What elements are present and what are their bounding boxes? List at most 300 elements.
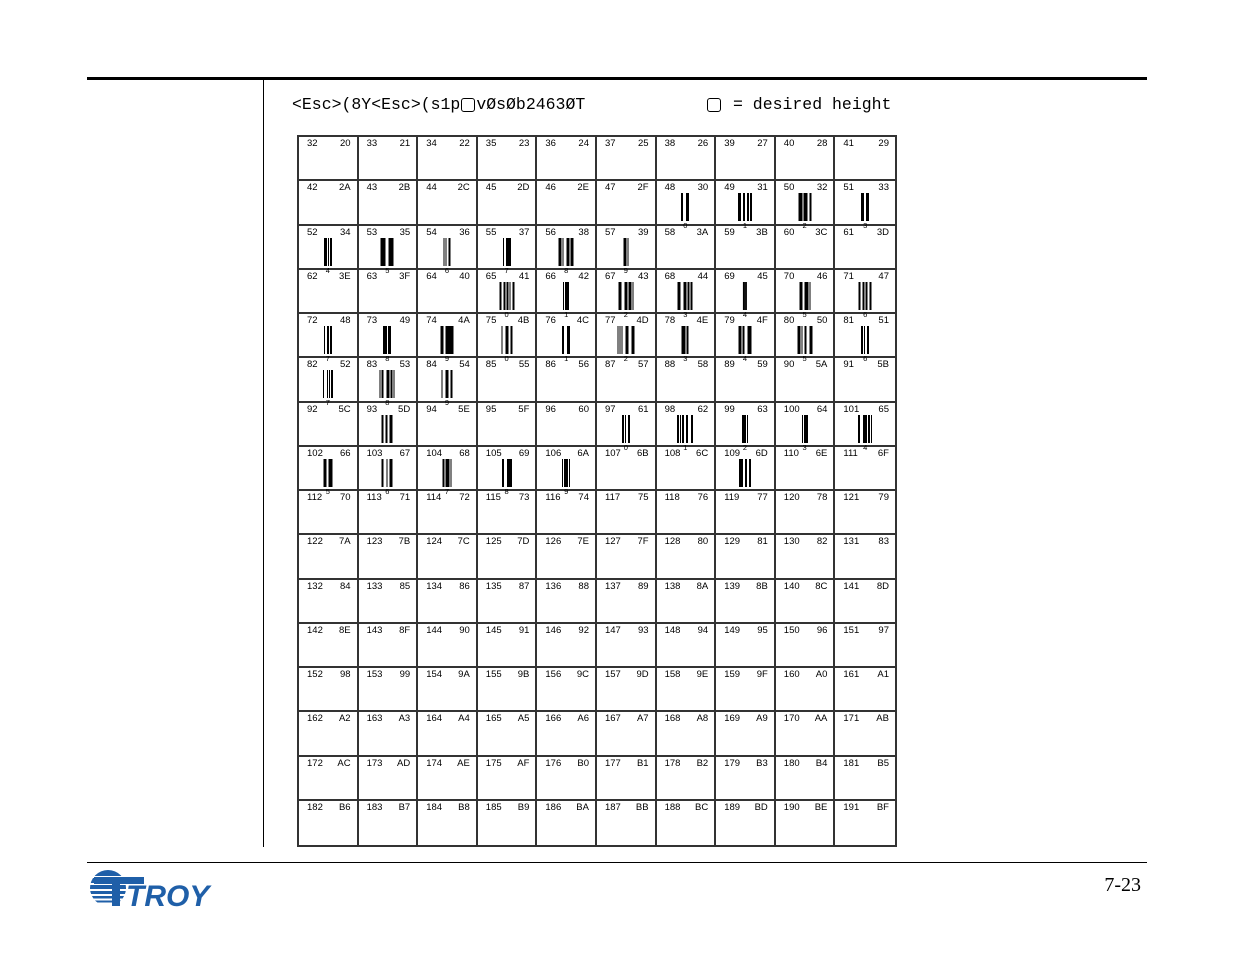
hex-code: 55 bbox=[518, 359, 530, 371]
hex-code: AB bbox=[876, 713, 889, 725]
char-cell bbox=[716, 580, 776, 624]
hex-code: 23 bbox=[518, 138, 530, 149]
char-cell bbox=[776, 226, 836, 270]
barcode-glyph-icon bbox=[502, 459, 512, 496]
bar bbox=[625, 326, 628, 354]
bar bbox=[328, 238, 329, 266]
char-cell bbox=[597, 535, 657, 579]
bar bbox=[624, 282, 627, 310]
glyph-digit: 8 bbox=[385, 354, 390, 363]
decimal-code: 134 bbox=[426, 580, 443, 592]
char-cell bbox=[835, 757, 895, 801]
decimal-code: 140 bbox=[783, 580, 800, 592]
glyph-digit: 1 bbox=[564, 354, 569, 363]
char-cell bbox=[418, 668, 478, 712]
hex-code: 7F bbox=[637, 536, 649, 548]
bar bbox=[388, 326, 391, 354]
hex-code: 4C bbox=[576, 315, 589, 326]
bar bbox=[387, 370, 390, 398]
char-cell bbox=[478, 624, 538, 668]
bar bbox=[450, 459, 451, 487]
hex-code: 26 bbox=[697, 138, 709, 149]
hex-code: 43 bbox=[638, 270, 649, 282]
bar bbox=[632, 282, 633, 310]
hex-code: 96 bbox=[816, 624, 828, 636]
glyph-digit: 9 bbox=[623, 265, 628, 275]
hex-code: 51 bbox=[878, 315, 889, 326]
char-cell bbox=[537, 668, 597, 712]
char-cell bbox=[478, 535, 538, 579]
hex-code: 36 bbox=[459, 226, 470, 238]
hex-code: 2A bbox=[338, 182, 351, 194]
char-cell bbox=[716, 403, 776, 452]
barcode-glyph-icon bbox=[441, 370, 452, 407]
hex-code: 4D bbox=[636, 315, 649, 326]
hex-code: B0 bbox=[577, 757, 589, 769]
hex-code: 2B bbox=[398, 182, 411, 194]
barcode-glyph-icon bbox=[677, 415, 693, 452]
char-cell bbox=[478, 181, 538, 225]
barcode-glyph-icon bbox=[797, 326, 812, 363]
bar bbox=[805, 282, 808, 310]
char-cell bbox=[835, 447, 895, 491]
bar bbox=[445, 370, 448, 398]
decimal-code: 168 bbox=[664, 713, 681, 725]
char-cell bbox=[299, 358, 359, 408]
char-cell bbox=[299, 137, 359, 181]
hex-code: 64 bbox=[816, 403, 828, 415]
barcode-glyph-icon bbox=[678, 282, 693, 319]
hex-code: 2E bbox=[577, 182, 589, 194]
hex-code: 8E bbox=[338, 624, 351, 636]
char-cell bbox=[359, 181, 419, 225]
decimal-code: 89 bbox=[724, 359, 735, 371]
bar bbox=[567, 326, 570, 354]
bar bbox=[747, 193, 749, 221]
bar bbox=[331, 370, 333, 398]
char-cell bbox=[537, 358, 597, 402]
bar bbox=[502, 459, 504, 487]
char-cell bbox=[299, 270, 359, 314]
decimal-code: 92 bbox=[307, 403, 318, 415]
bar bbox=[505, 326, 508, 354]
hex-code: 78 bbox=[816, 492, 828, 503]
decimal-code: 76 bbox=[545, 315, 556, 326]
char-cell bbox=[299, 403, 359, 447]
char-cell bbox=[716, 535, 776, 579]
bar bbox=[628, 415, 630, 443]
hex-code: 7C bbox=[457, 536, 470, 548]
bar bbox=[383, 238, 386, 266]
char-cell bbox=[359, 137, 419, 181]
decimal-code: 139 bbox=[724, 580, 741, 592]
hex-code: A9 bbox=[756, 713, 768, 725]
decimal-code: 152 bbox=[307, 669, 323, 680]
bar bbox=[866, 282, 868, 310]
barcode-glyph-icon bbox=[501, 326, 512, 363]
glyph-digit: 4 bbox=[325, 265, 330, 275]
decimal-code: 99 bbox=[724, 403, 735, 415]
char-cell bbox=[359, 403, 419, 447]
char-cell bbox=[299, 181, 359, 225]
bar bbox=[682, 193, 683, 221]
char-cell bbox=[776, 403, 836, 452]
decimal-code: 113 bbox=[366, 492, 382, 503]
bar bbox=[868, 193, 869, 221]
glyph-digit: 8 bbox=[504, 486, 509, 496]
bar bbox=[799, 282, 802, 310]
bar bbox=[749, 459, 751, 487]
bar bbox=[390, 415, 393, 443]
hex-code: 77 bbox=[757, 492, 768, 503]
bar bbox=[382, 415, 384, 443]
decimal-code: 165 bbox=[485, 713, 502, 725]
bar bbox=[687, 326, 689, 354]
barcode-glyph-icon bbox=[382, 459, 393, 496]
decimal-code: 52 bbox=[307, 226, 318, 238]
decimal-code: 49 bbox=[724, 182, 735, 194]
bar bbox=[442, 459, 444, 487]
hex-code: 83 bbox=[878, 536, 889, 548]
hex-code: 20 bbox=[340, 138, 351, 149]
char-cell bbox=[657, 226, 717, 270]
bar bbox=[743, 193, 745, 221]
hex-code: 8B bbox=[756, 580, 768, 592]
troy-logo bbox=[88, 866, 220, 910]
char-cell bbox=[299, 624, 359, 668]
decimal-code: 104 bbox=[426, 447, 443, 459]
glyph-digit: 3 bbox=[863, 221, 868, 231]
decimal-code: 176 bbox=[545, 757, 562, 769]
barcode-glyph-icon bbox=[681, 193, 689, 230]
hex-code: 6D bbox=[755, 447, 768, 459]
char-cell bbox=[716, 226, 776, 270]
glyph-digit: 0 bbox=[504, 354, 509, 363]
bar bbox=[804, 326, 806, 354]
decimal-code: 102 bbox=[307, 447, 323, 459]
char-cell bbox=[657, 801, 717, 845]
bar bbox=[858, 415, 860, 443]
hex-code: 40 bbox=[459, 270, 470, 282]
hex-code: BC bbox=[694, 801, 709, 813]
char-cell bbox=[657, 181, 717, 231]
bar bbox=[567, 238, 570, 266]
bar bbox=[562, 459, 563, 487]
bar bbox=[323, 370, 324, 398]
hex-code: 99 bbox=[399, 669, 411, 680]
char-cell bbox=[597, 624, 657, 668]
decimal-code: 114 bbox=[426, 492, 442, 503]
hex-code: 9C bbox=[576, 669, 589, 680]
hex-code: 28 bbox=[816, 138, 828, 149]
bar bbox=[509, 459, 512, 487]
char-cell bbox=[418, 801, 478, 845]
barcode-glyph-icon bbox=[323, 370, 333, 407]
bar bbox=[861, 193, 864, 221]
hex-code: 9E bbox=[696, 669, 709, 680]
char-cell bbox=[835, 226, 895, 270]
hex-code: 6C bbox=[696, 447, 709, 459]
hex-code: 58 bbox=[697, 359, 709, 371]
hex-code: 70 bbox=[340, 492, 351, 503]
char-cell bbox=[418, 137, 478, 181]
hex-code: 47 bbox=[878, 270, 889, 282]
bar bbox=[621, 326, 622, 354]
char-cell bbox=[835, 580, 895, 624]
decimal-code: 75 bbox=[485, 315, 497, 326]
hex-code: 44 bbox=[697, 270, 709, 282]
char-cell bbox=[597, 403, 657, 452]
char-cell bbox=[359, 270, 419, 314]
command-suffix: vØsØb2463ØT bbox=[476, 95, 586, 114]
decimal-code: 69 bbox=[724, 270, 735, 282]
decimal-code: 180 bbox=[783, 757, 800, 769]
char-cell bbox=[776, 137, 836, 181]
hex-code: 8D bbox=[876, 580, 889, 592]
glyph-digit: 1 bbox=[742, 221, 748, 231]
glyph-digit: 2 bbox=[742, 442, 748, 452]
bar bbox=[387, 459, 388, 487]
glyph-digit: 3 bbox=[802, 442, 807, 452]
bar bbox=[382, 459, 384, 487]
decimal-code: 50 bbox=[783, 182, 795, 194]
glyph-digit: 6 bbox=[863, 309, 868, 319]
char-cell bbox=[597, 226, 657, 275]
decimal-code: 96 bbox=[545, 403, 556, 415]
bar bbox=[746, 282, 747, 310]
char-cell bbox=[835, 270, 895, 319]
bar bbox=[566, 282, 569, 310]
char-cell bbox=[657, 137, 717, 181]
decimal-code: 136 bbox=[545, 580, 562, 592]
hex-code: B6 bbox=[338, 801, 351, 813]
hex-code: 3C bbox=[815, 226, 828, 238]
hex-code: A4 bbox=[458, 713, 470, 725]
decimal-code: 191 bbox=[843, 801, 860, 813]
decimal-code: 48 bbox=[664, 182, 676, 194]
decimal-code: 34 bbox=[426, 138, 437, 149]
hex-code: 66 bbox=[340, 447, 351, 459]
char-cell bbox=[597, 712, 657, 756]
hex-code: 4F bbox=[756, 315, 768, 326]
barcode-glyph-icon bbox=[618, 282, 633, 319]
char-cell bbox=[597, 358, 657, 402]
hex-code: 90 bbox=[459, 624, 470, 636]
decimal-code: 44 bbox=[426, 182, 437, 194]
hex-code: A6 bbox=[577, 713, 589, 725]
hex-code: 9F bbox=[756, 669, 768, 680]
char-cell bbox=[716, 757, 776, 801]
char-cell bbox=[478, 137, 538, 181]
decimal-code: 93 bbox=[366, 403, 378, 415]
decimal-code: 189 bbox=[724, 801, 741, 813]
bar bbox=[868, 415, 870, 443]
hex-code: 3D bbox=[876, 226, 889, 238]
glyph-digit: 0 bbox=[623, 442, 628, 452]
barcode-glyph-icon bbox=[861, 193, 869, 230]
decimal-code: 32 bbox=[307, 138, 318, 149]
bar bbox=[327, 326, 329, 354]
decimal-code: 106 bbox=[545, 447, 562, 459]
char-cell bbox=[537, 403, 597, 447]
hex-code: 32 bbox=[816, 182, 828, 194]
char-cell bbox=[418, 270, 478, 314]
barcode-glyph-icon bbox=[499, 282, 514, 319]
decimal-code: 62 bbox=[307, 270, 318, 282]
hex-code: B7 bbox=[398, 801, 411, 813]
bar bbox=[685, 326, 686, 354]
decimal-code: 138 bbox=[664, 580, 681, 592]
decimal-code: 108 bbox=[664, 447, 681, 459]
glyph-digit: 6 bbox=[444, 265, 450, 275]
hex-code: 25 bbox=[638, 138, 649, 149]
char-cell bbox=[359, 447, 419, 496]
char-cell bbox=[418, 491, 478, 535]
bar bbox=[804, 193, 807, 221]
hex-code: B9 bbox=[517, 801, 530, 813]
bar bbox=[563, 282, 564, 310]
char-cell bbox=[359, 757, 419, 801]
decimal-code: 126 bbox=[545, 536, 562, 548]
char-cell bbox=[776, 314, 836, 363]
char-cell bbox=[418, 624, 478, 668]
hex-code: 57 bbox=[638, 359, 649, 371]
barcode-glyph-icon bbox=[859, 282, 872, 319]
char-cell bbox=[537, 491, 597, 535]
decimal-code: 133 bbox=[366, 580, 383, 592]
glyph-digit: 4 bbox=[742, 354, 748, 363]
bar bbox=[741, 459, 743, 487]
hex-code: 79 bbox=[878, 492, 889, 503]
decimal-code: 167 bbox=[604, 713, 621, 725]
char-cell bbox=[835, 491, 895, 535]
barcode-glyph-icon bbox=[623, 238, 628, 275]
decimal-code: 124 bbox=[426, 536, 443, 548]
hex-code: 46 bbox=[816, 270, 828, 282]
char-cell bbox=[299, 491, 359, 535]
decimal-code: 66 bbox=[545, 270, 556, 282]
char-cell bbox=[835, 181, 895, 231]
hex-code: 5B bbox=[877, 359, 889, 371]
decimal-code: 170 bbox=[783, 713, 800, 725]
bar bbox=[870, 282, 872, 310]
bar bbox=[738, 326, 741, 354]
hex-code: A8 bbox=[696, 713, 709, 725]
glyph-digit: 1 bbox=[564, 309, 569, 319]
char-cell bbox=[359, 668, 419, 712]
decimal-code: 125 bbox=[485, 536, 502, 548]
char-cell bbox=[716, 181, 776, 231]
decimal-code: 118 bbox=[664, 492, 680, 503]
glyph-digit: 5 bbox=[802, 309, 807, 319]
glyph-digit: 5 bbox=[385, 265, 390, 275]
glyph-digit: 3 bbox=[683, 354, 688, 363]
char-cell bbox=[537, 580, 597, 624]
char-cell bbox=[478, 314, 538, 363]
bar bbox=[619, 326, 620, 354]
decimal-code: 100 bbox=[783, 403, 800, 415]
decimal-code: 185 bbox=[485, 801, 502, 813]
char-cell bbox=[776, 624, 836, 668]
decimal-code: 74 bbox=[426, 315, 437, 326]
decimal-code: 177 bbox=[604, 757, 621, 769]
char-cell bbox=[776, 712, 836, 756]
decimal-code: 131 bbox=[843, 536, 860, 548]
hex-code: 38 bbox=[578, 226, 589, 238]
char-cell bbox=[537, 314, 597, 363]
decimal-code: 116 bbox=[545, 492, 561, 503]
bar bbox=[625, 238, 626, 266]
decimal-code: 184 bbox=[426, 801, 443, 813]
bar bbox=[392, 459, 393, 487]
decimal-code: 67 bbox=[604, 270, 616, 282]
hex-code: 86 bbox=[459, 580, 470, 592]
decimal-code: 153 bbox=[366, 669, 383, 680]
barcode-glyph-icon bbox=[743, 282, 747, 319]
bar bbox=[747, 415, 748, 443]
hex-code: 45 bbox=[757, 270, 768, 282]
bar bbox=[382, 370, 384, 398]
glyph-digit: 7 bbox=[325, 398, 330, 408]
glyph-digit: 8 bbox=[385, 398, 390, 408]
bar bbox=[323, 459, 326, 487]
decimal-code: 119 bbox=[724, 492, 740, 503]
bar bbox=[627, 238, 628, 266]
decimal-code: 143 bbox=[366, 624, 383, 636]
bar bbox=[686, 193, 689, 221]
decimal-code: 103 bbox=[366, 447, 383, 459]
char-cell bbox=[418, 181, 478, 225]
hex-code: 3F bbox=[399, 270, 411, 282]
glyph-digit: 3 bbox=[683, 309, 688, 319]
glyph-digit: 1 bbox=[683, 442, 688, 452]
glyph-digit: 7 bbox=[444, 486, 450, 496]
char-cell bbox=[716, 314, 776, 363]
decimal-code: 172 bbox=[307, 757, 323, 769]
decimal-code: 137 bbox=[604, 580, 621, 592]
char-cell bbox=[597, 137, 657, 181]
bar bbox=[508, 238, 511, 266]
bar bbox=[506, 282, 508, 310]
char-cell bbox=[359, 535, 419, 579]
decimal-code: 122 bbox=[307, 536, 323, 548]
decimal-code: 144 bbox=[426, 624, 443, 636]
hex-code: B4 bbox=[815, 757, 828, 769]
bar bbox=[864, 326, 865, 354]
hex-code: A0 bbox=[815, 669, 828, 680]
decimal-code: 59 bbox=[724, 226, 735, 238]
hex-code: AD bbox=[396, 757, 411, 769]
hex-code: 50 bbox=[816, 315, 828, 326]
barcode-glyph-icon bbox=[682, 326, 689, 363]
char-cell bbox=[597, 270, 657, 319]
bar bbox=[450, 326, 453, 354]
decimal-code: 183 bbox=[366, 801, 383, 813]
decimal-code: 163 bbox=[366, 713, 383, 725]
char-cell bbox=[359, 314, 419, 363]
decimal-code: 72 bbox=[307, 315, 318, 326]
height-legend bbox=[706, 94, 891, 116]
char-cell bbox=[716, 668, 776, 712]
left-margin-rule bbox=[263, 80, 264, 847]
decimal-code: 145 bbox=[485, 624, 502, 636]
char-cell bbox=[537, 712, 597, 756]
hex-code: 9B bbox=[517, 669, 530, 680]
decimal-code: 130 bbox=[783, 536, 800, 548]
char-cell bbox=[835, 801, 895, 845]
bar bbox=[448, 459, 449, 487]
decimal-code: 56 bbox=[545, 226, 556, 238]
